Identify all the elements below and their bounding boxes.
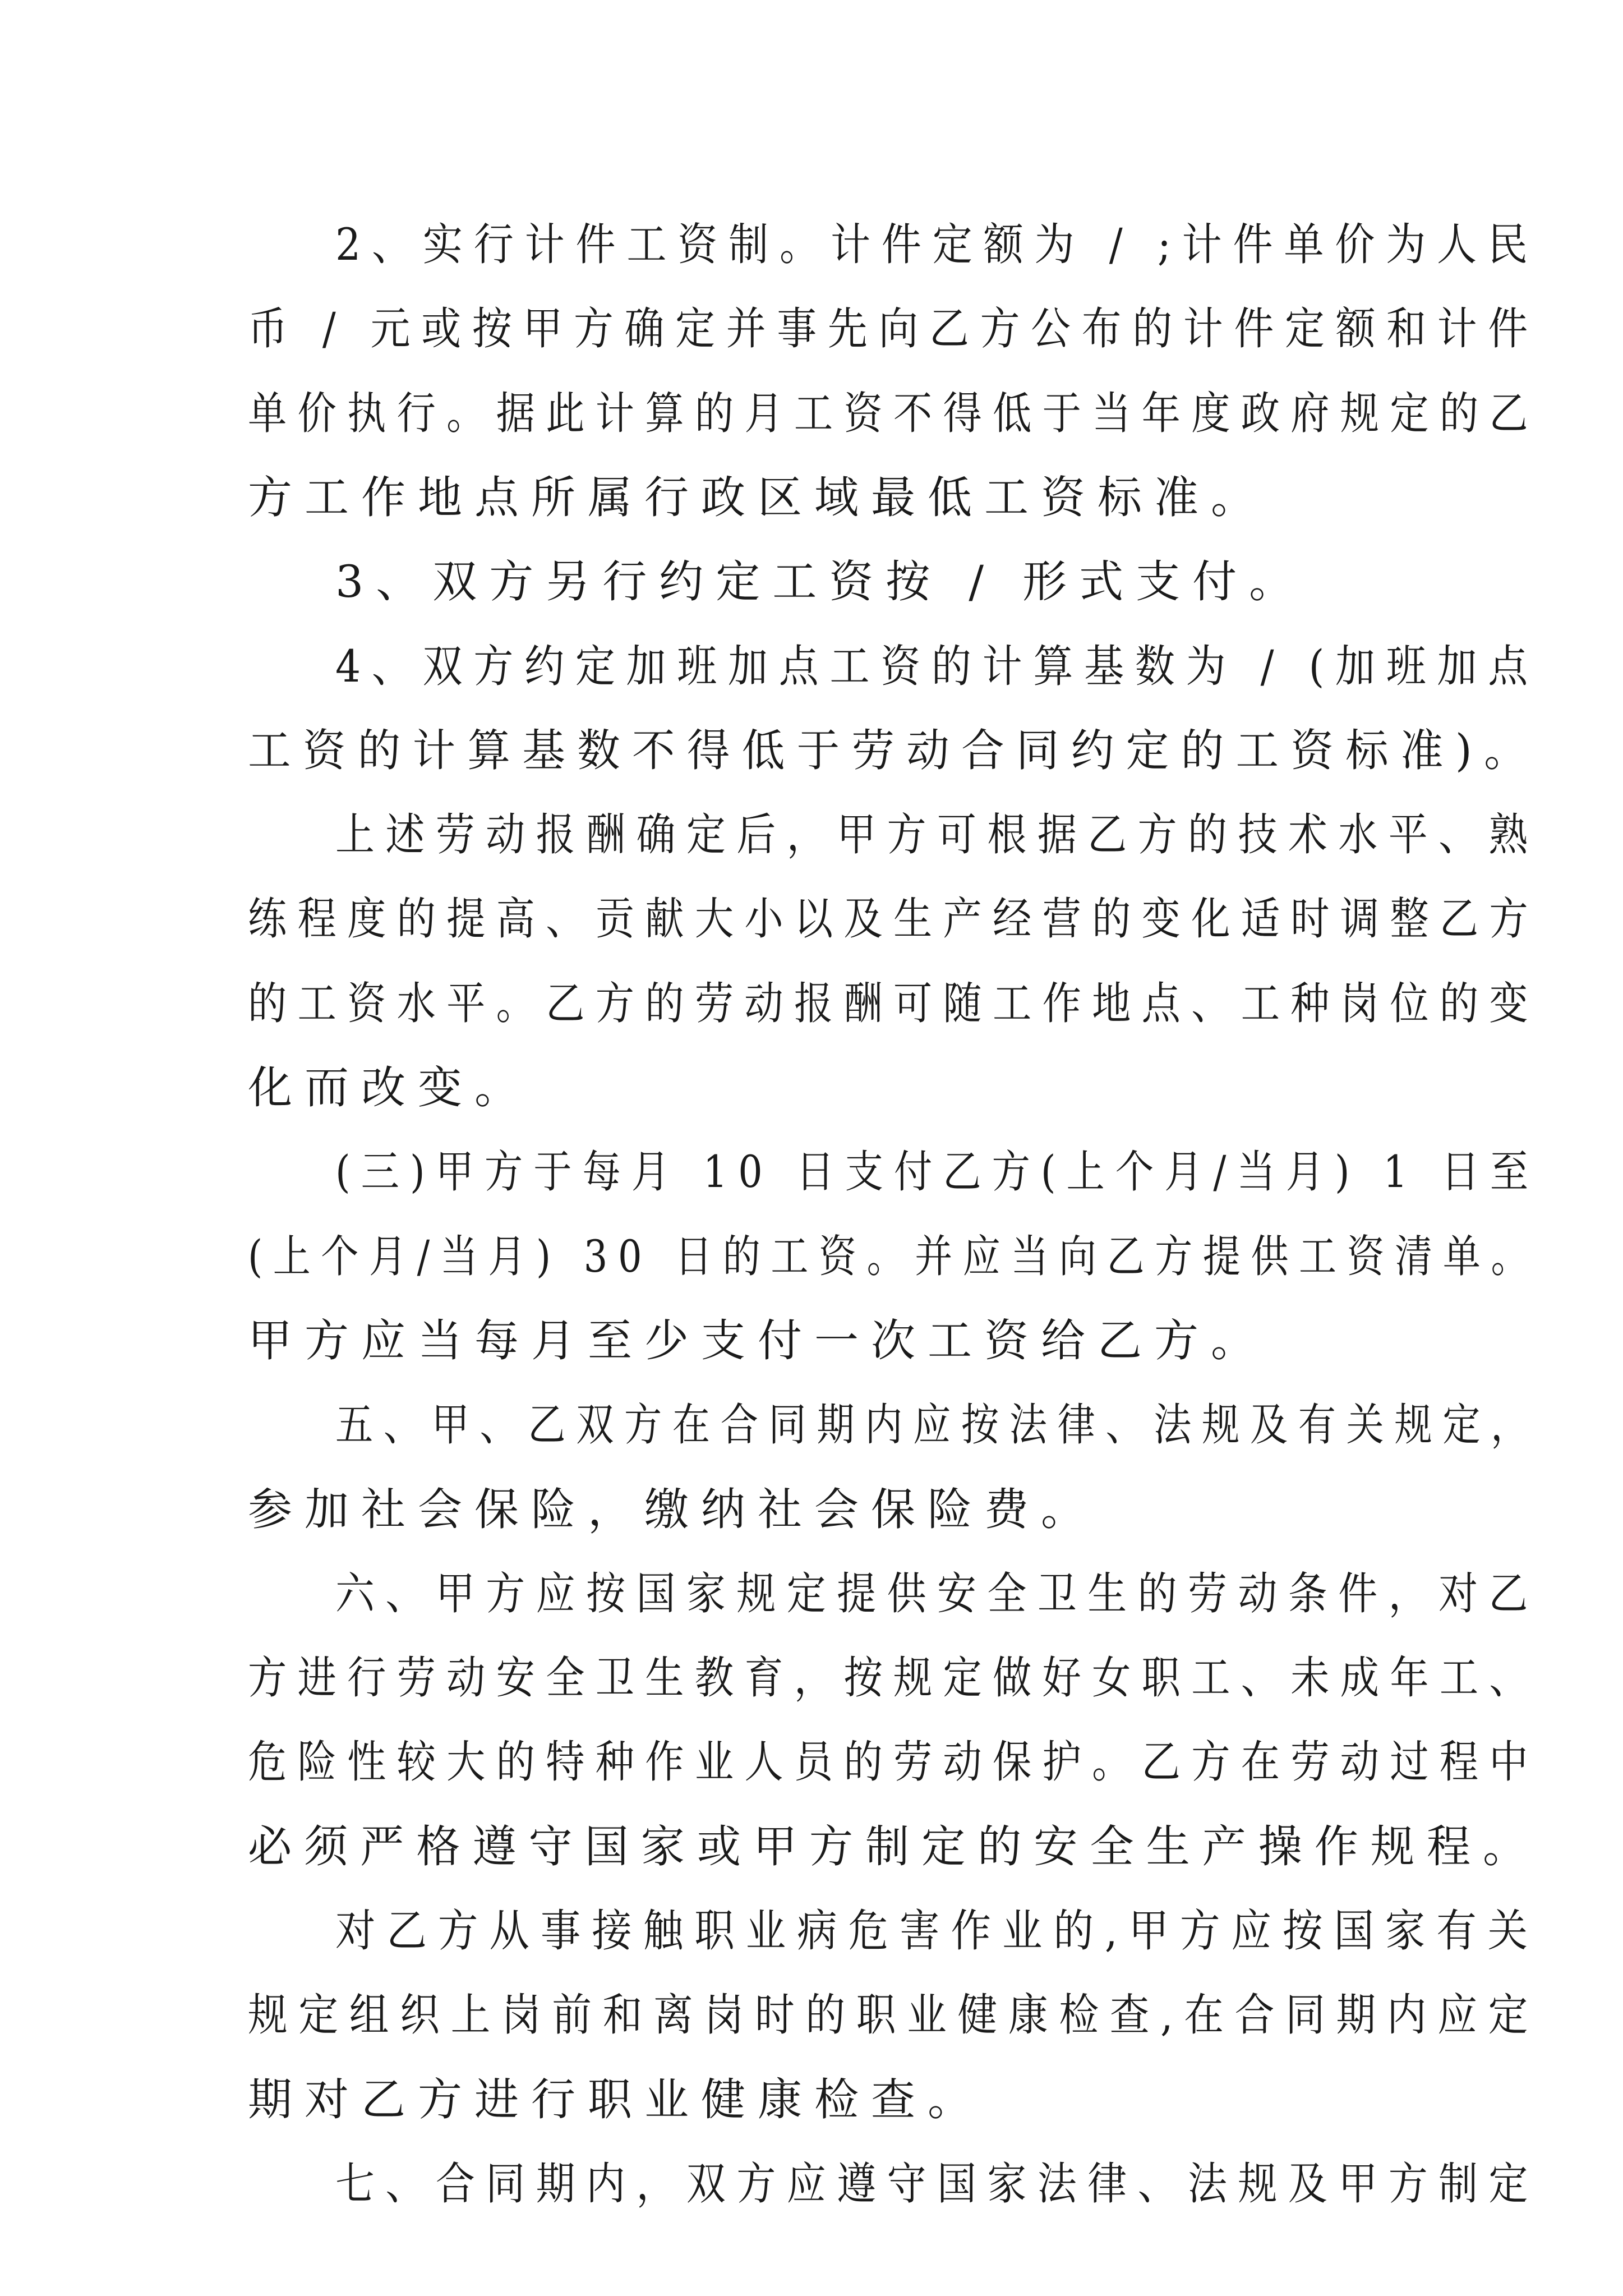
line-22: 规定组织上岗前和离岗时的职业健康检查,在合同期内应定 — [248, 1989, 1539, 2041]
line-01: 2、实行计件工资制。计件定额为 / ;计件单价为人民 — [335, 219, 1539, 270]
line-17: 六、甲方应按国家规定提供安全卫生的劳动条件，对乙 — [335, 1567, 1539, 1619]
line-08: 上述劳动报酬确定后，甲方可根据乙方的技术水平、熟 — [335, 809, 1539, 861]
line-19: 危险性较大的特种作业人员的劳动保护。乙方在劳动过程中 — [248, 1736, 1539, 1788]
line-11: 化而改变。 — [248, 1062, 531, 1114]
line-05: 3、双方另行约定工资按 / 形式支付。 — [335, 556, 1306, 608]
line-09: 练程度的提高、贡献大小以及生产经营的变化适时调整乙方 — [248, 893, 1539, 945]
line-24: 七、合同期内，双方应遵守国家法律、法规及甲方制定 — [335, 2158, 1539, 2210]
line-04: 方工作地点所属行政区域最低工资标准。 — [248, 471, 1267, 523]
line-06: 4、双方约定加班加点工资的计算基数为 / (加班加点 — [335, 640, 1539, 692]
line-02: 币 / 元或按甲方确定并事先向乙方公布的计件定额和计件 — [248, 303, 1539, 355]
line-16: 参加社会保险，缴纳社会保险费。 — [248, 1483, 1098, 1535]
line-15: 五、甲、乙双方在合同期内应按法律、法规及有关规定， — [335, 1399, 1539, 1451]
line-12: (三)甲方于每月 10 日支付乙方(上个月/当月) 1 日至 — [335, 1146, 1539, 1198]
line-23: 期对乙方进行职业健康检查。 — [248, 2073, 984, 2125]
line-13: (上个月/当月) 30 日的工资。并应当向乙方提供工资清单。 — [248, 1230, 1539, 1282]
line-03: 单价执行。据此计算的月工资不得低于当年度政府规定的乙 — [248, 387, 1539, 439]
line-07: 工资的计算基数不得低于劳动合同约定的工资标准)。 — [248, 724, 1539, 776]
line-10: 的工资水平。乙方的劳动报酬可随工作地点、工种岗位的变 — [248, 977, 1539, 1029]
line-18: 方进行劳动安全卫生教育，按规定做好女职工、未成年工、 — [248, 1652, 1539, 1704]
line-21: 对乙方从事接触职业病危害作业的,甲方应按国家有关 — [335, 1905, 1539, 1957]
line-20: 必须严格遵守国家或甲方制定的安全生产操作规程。 — [248, 1820, 1539, 1872]
line-14: 甲方应当每月至少支付一次工资给乙方。 — [248, 1314, 1267, 1366]
